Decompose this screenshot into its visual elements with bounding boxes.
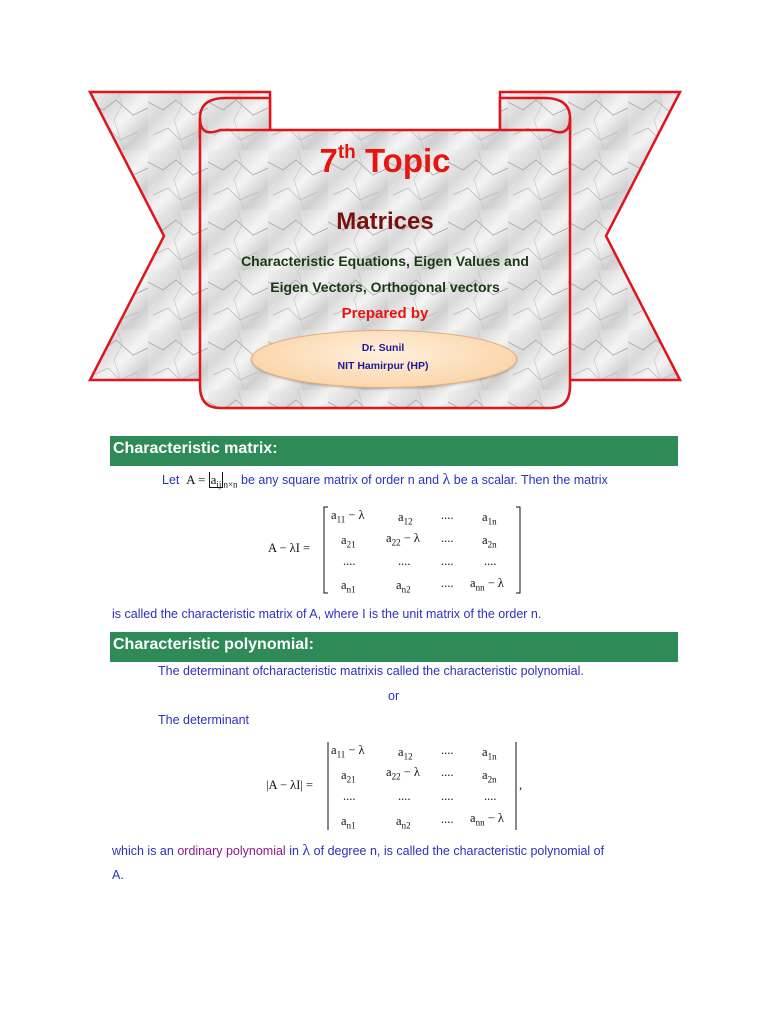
topic-suffix: th <box>337 142 356 163</box>
section-heading-characteristic-matrix <box>110 436 678 466</box>
topic-number: 7 <box>319 142 338 179</box>
ordinary-polynomial-highlight: ordinary polynomial <box>177 844 286 858</box>
section-heading-text: Characteristic matrix: <box>113 440 278 457</box>
matrix-definition: $A = a_{ij}$ $_{n\times n}$ <box>182 472 238 490</box>
topic-word: Topic <box>364 142 451 179</box>
lambda-symbol: λ <box>302 842 311 859</box>
conclusion-part-b: in <box>289 844 299 858</box>
conclusion-part-c: of degree n, is called the characteristic polynomial of <box>313 844 605 858</box>
conclusion-end: A. <box>112 868 124 882</box>
intro-middle: be any square matrix of order n and <box>241 473 440 487</box>
description-line-1: Characteristic Equations, Eigen Values and <box>241 253 529 269</box>
section-heading-characteristic-polynomial <box>110 632 678 662</box>
subject-title: Matrices <box>336 208 434 235</box>
author-institution: NIT Hamirpur (HP) <box>337 360 429 372</box>
characteristic-matrix-conclusion: is called the characteristic matrix of A, where I is the unit matrix of the order n. <box>112 607 542 621</box>
prepared-by-label: Prepared by <box>341 305 429 322</box>
polynomial-definition: The determinant ofcharacteristic matrixis called the characteristic polynomial. <box>158 664 584 678</box>
lambda-symbol: λ <box>442 471 451 488</box>
intro-end: be a scalar. Then the matrix <box>453 473 608 487</box>
description-line-2: Eigen Vectors, Orthogonal vectors <box>270 279 500 295</box>
author-name: Dr. Sunil <box>361 342 405 354</box>
polynomial-conclusion <box>112 842 604 860</box>
conclusion-part-a: which is an <box>112 844 174 858</box>
or-separator: or <box>388 689 400 703</box>
topic-title <box>200 142 570 180</box>
determinant-intro: The determinant <box>158 713 250 727</box>
intro-sentence <box>162 471 608 490</box>
section-heading-text: Characteristic polynomial: <box>113 636 314 653</box>
author-oval <box>251 330 517 388</box>
intro-let: Let <box>162 473 180 487</box>
